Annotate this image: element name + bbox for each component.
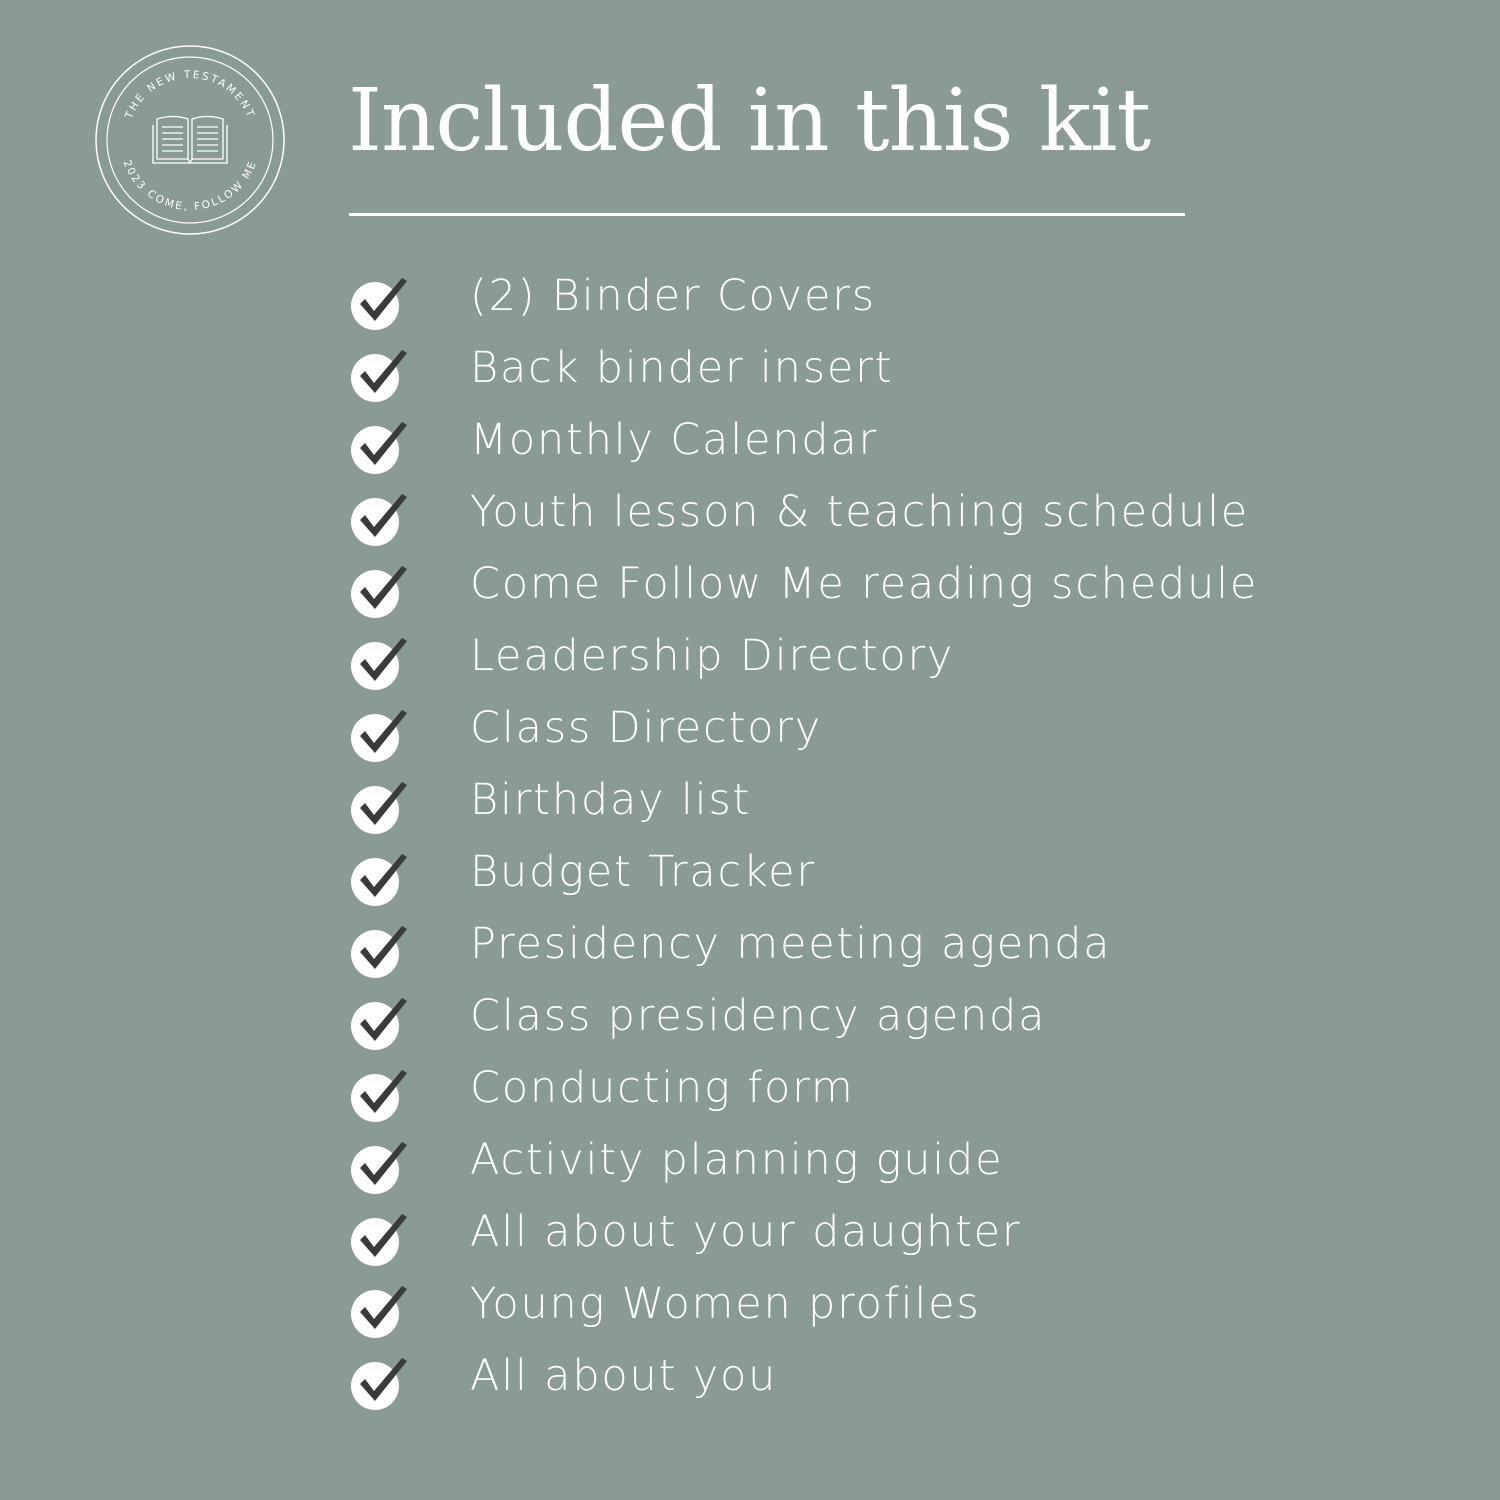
list-item — [350, 1270, 1450, 1342]
list-item — [350, 262, 1450, 334]
list-item-label: Monthly Calendar — [470, 415, 878, 465]
open-book-icon — [153, 117, 227, 164]
list-item — [350, 478, 1450, 550]
list-item — [350, 334, 1450, 406]
list-item-label: Class presidency agenda — [470, 991, 1047, 1041]
checkmark-icon — [350, 1284, 408, 1338]
list-item — [350, 910, 1450, 982]
list-item — [350, 1054, 1450, 1126]
checkmark-icon — [350, 1140, 408, 1194]
list-item — [350, 1198, 1450, 1270]
checkmark-icon — [350, 852, 408, 906]
list-item-label: Budget Tracker — [470, 847, 816, 897]
checkmark-icon — [350, 1356, 408, 1410]
list-item-label: Activity planning guide — [470, 1135, 1004, 1185]
list-item-label: Youth lesson & teaching schedule — [470, 487, 1250, 537]
checkmark-icon — [350, 636, 408, 690]
list-item — [350, 1342, 1450, 1414]
checkmark-icon — [350, 276, 408, 330]
checkmark-icon — [350, 564, 408, 618]
list-item — [350, 550, 1450, 622]
page-title: Included in this kit — [348, 71, 1151, 171]
list-item-label: Presidency meeting agenda — [470, 919, 1112, 969]
list-item-label: All about your daughter — [470, 1207, 1022, 1257]
list-item — [350, 622, 1450, 694]
checkmark-icon — [350, 780, 408, 834]
seal-top-text: THE NEW TESTAMENT — [123, 68, 257, 121]
checkmark-icon — [350, 996, 408, 1050]
list-item-label: Back binder insert — [470, 343, 894, 393]
checkmark-icon — [350, 1212, 408, 1266]
title-divider — [349, 213, 1185, 216]
list-item-label: Conducting form — [470, 1063, 855, 1113]
checkmark-icon — [350, 420, 408, 474]
list-item — [350, 766, 1450, 838]
seal-logo — [95, 45, 285, 235]
seal-graphic — [95, 45, 285, 235]
list-item — [350, 982, 1450, 1054]
checkmark-icon — [350, 492, 408, 546]
checkmark-icon — [350, 348, 408, 402]
list-item — [350, 838, 1450, 910]
list-item — [350, 406, 1450, 478]
list-item-label: All about you — [470, 1351, 778, 1401]
checkmark-icon — [350, 924, 408, 978]
list-item — [350, 694, 1450, 766]
checkmark-icon — [350, 1068, 408, 1122]
list-item-label: Leadership Directory — [470, 631, 955, 681]
list-item-label: (2) Binder Covers — [470, 271, 876, 321]
checkmark-icon — [350, 708, 408, 762]
list-item — [350, 1126, 1450, 1198]
list-item-label: Class Directory — [470, 703, 822, 753]
list-item-label: Birthday list — [470, 775, 752, 825]
list-item-label: Come Follow Me reading schedule — [470, 559, 1259, 609]
seal-bottom-text: 2023 COME, FOLLOW ME — [120, 158, 260, 214]
list-item-label: Young Women profiles — [470, 1279, 981, 1329]
kit-items-list — [350, 262, 1450, 1414]
